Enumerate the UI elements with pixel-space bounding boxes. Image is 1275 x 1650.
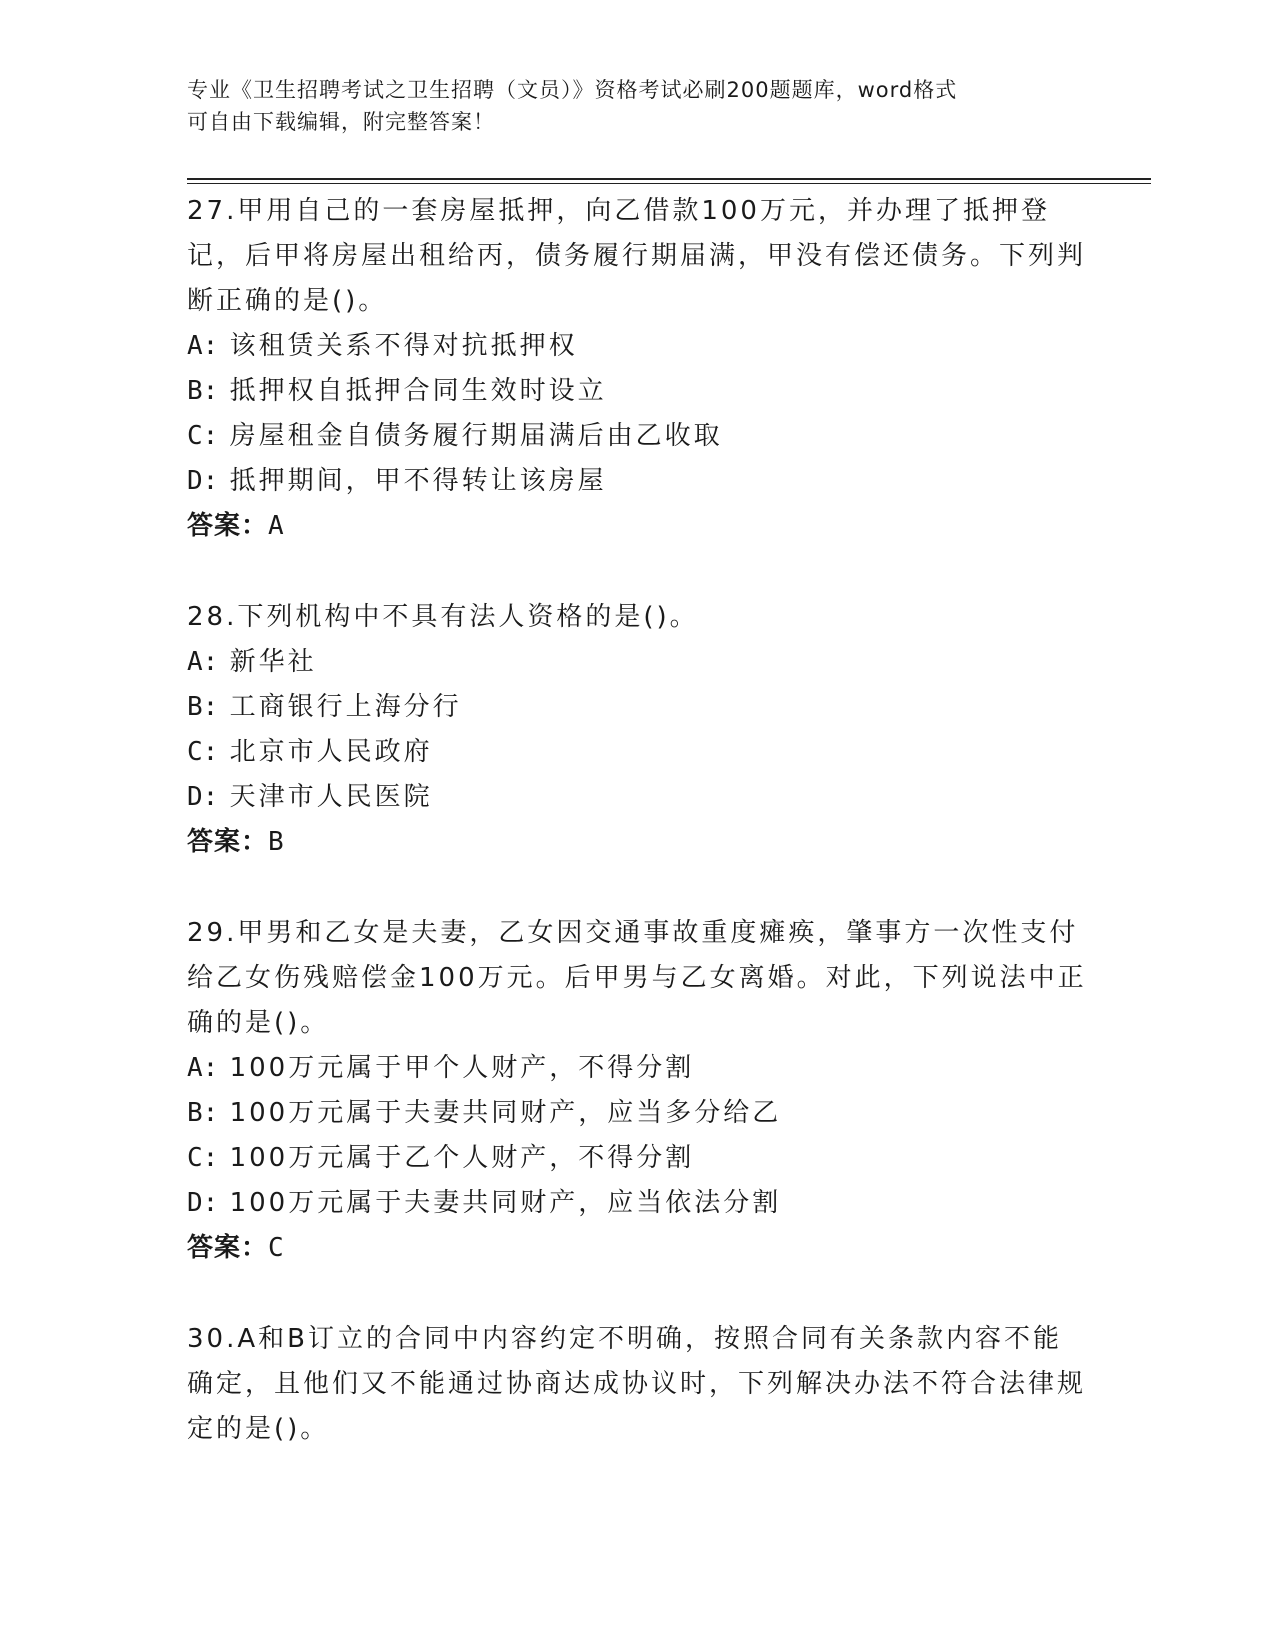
option-d (187, 459, 1087, 504)
option-b (187, 685, 1087, 730)
option-letter: C: (187, 737, 219, 767)
header-divider-thin (187, 183, 1151, 184)
option-letter: D: (187, 782, 219, 812)
question-29 (187, 911, 1087, 1271)
question-list (187, 189, 1087, 1498)
answer-line (187, 820, 1087, 865)
option-text: 该租赁关系不得对抗抵押权 (229, 331, 578, 361)
option-letter: C: (187, 421, 219, 451)
option-text: 100万元属于夫妻共同财产，应当依法分割 (229, 1188, 782, 1218)
option-letter: B: (187, 692, 219, 722)
question-28 (187, 595, 1087, 865)
option-letter: C: (187, 1143, 219, 1173)
header-divider-thick (187, 178, 1151, 180)
answer-value: C (268, 1233, 285, 1263)
question-27 (187, 189, 1087, 549)
option-text: 100万元属于甲个人财产，不得分割 (229, 1053, 695, 1083)
answer-value: B (268, 827, 285, 857)
option-a (187, 640, 1087, 685)
option-d (187, 775, 1087, 820)
answer-label: 答案： (187, 1233, 269, 1263)
option-text: 100万元属于乙个人财产，不得分割 (229, 1143, 695, 1173)
option-text: 抵押期间，甲不得转让该房屋 (229, 466, 607, 496)
option-d (187, 1181, 1087, 1226)
option-a (187, 324, 1087, 369)
option-c (187, 1136, 1087, 1181)
option-letter: B: (187, 376, 219, 406)
option-b (187, 1091, 1087, 1136)
option-letter: B: (187, 1098, 219, 1128)
answer-line (187, 1226, 1087, 1271)
header-line-2: 可自由下载编辑，附完整答案！ (187, 110, 495, 134)
question-text: 27.甲用自己的一套房屋抵押，向乙借款100万元，并办理了抵押登记，后甲将房屋出租给丙，债务履行期届满，甲没有偿还债务。下列判断正确的是()。 (187, 196, 1087, 316)
question-30 (187, 1317, 1087, 1452)
option-text: 天津市人民医院 (229, 782, 433, 812)
question-text: 30.A和B订立的合同中内容约定不明确，按照合同有关条款内容不能确定，且他们又不能通过协商达成协议时，下列解决办法不符合法律规定的是()。 (187, 1324, 1087, 1444)
option-letter: D: (187, 1188, 219, 1218)
document-header (187, 74, 1067, 138)
header-line-1: 专业《卫生招聘考试之卫生招聘（文员）》资格考试必刷200题题库，word格式 (187, 78, 958, 102)
answer-label: 答案： (187, 827, 269, 857)
option-text: 100万元属于夫妻共同财产，应当多分给乙 (229, 1098, 782, 1128)
option-text: 北京市人民政府 (229, 737, 433, 767)
answer-label: 答案： (187, 511, 269, 541)
option-c (187, 730, 1087, 775)
option-letter: A: (187, 331, 219, 361)
option-letter: D: (187, 466, 219, 496)
question-text: 29.甲男和乙女是夫妻，乙女因交通事故重度瘫痪，肇事方一次性支付给乙女伤残赔偿金100万元。后甲男与乙女离婚。对此，下列说法中正确的是()。 (187, 918, 1087, 1038)
option-text: 新华社 (229, 647, 317, 677)
option-letter: A: (187, 647, 219, 677)
option-a (187, 1046, 1087, 1091)
option-text: 房屋租金自债务履行期届满后由乙收取 (229, 421, 723, 451)
option-text: 抵押权自抵押合同生效时设立 (229, 376, 607, 406)
option-letter: A: (187, 1053, 219, 1083)
option-c (187, 414, 1087, 459)
option-text: 工商银行上海分行 (229, 692, 462, 722)
question-text: 28.下列机构中不具有法人资格的是()。 (187, 602, 699, 632)
answer-value: A (268, 511, 285, 541)
option-b (187, 369, 1087, 414)
answer-line (187, 504, 1087, 549)
